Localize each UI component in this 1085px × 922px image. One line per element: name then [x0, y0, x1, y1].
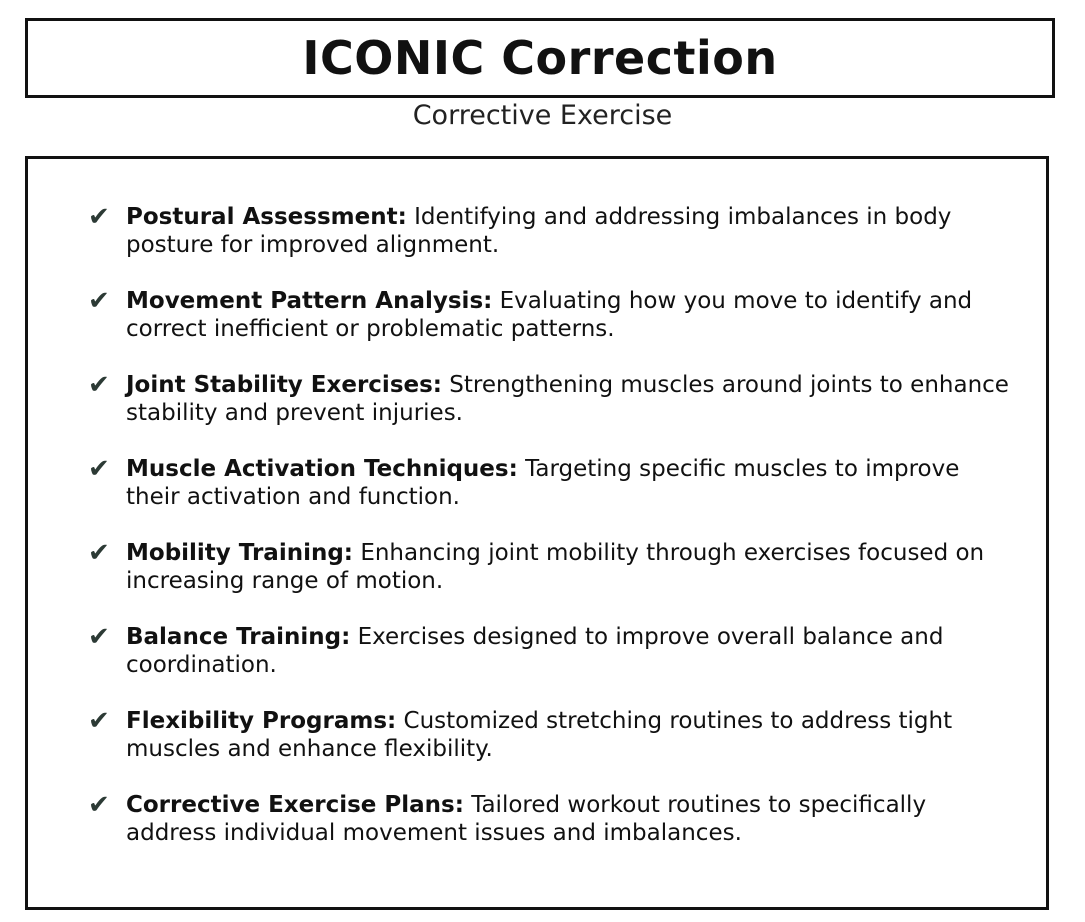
item-label: Postural Assessment: — [126, 204, 407, 230]
item-text — [126, 707, 1013, 763]
title-box — [25, 18, 1055, 98]
item-label: Movement Pattern Analysis: — [126, 288, 493, 314]
check-icon: ✔ — [88, 706, 110, 736]
page-title: ICONIC Correction — [302, 31, 778, 85]
item-description: Targeting specific muscles to improve their activation and function. — [126, 456, 960, 510]
item-text — [126, 287, 1013, 343]
check-icon: ✔ — [88, 790, 110, 820]
list-item — [88, 791, 1013, 847]
item-text — [126, 203, 1013, 259]
item-text — [126, 623, 1013, 679]
list-item — [88, 371, 1013, 427]
item-label: Joint Stability Exercises: — [126, 372, 442, 398]
item-description: Identifying and addressing imbalances in body posture for improved alignment. — [126, 204, 952, 258]
item-description: Strengthening muscles around joints to enhance stability and prevent injuries. — [126, 372, 1009, 426]
item-text — [126, 371, 1013, 427]
check-icon: ✔ — [88, 622, 110, 652]
page-subtitle: Corrective Exercise — [412, 100, 673, 131]
check-icon: ✔ — [88, 202, 110, 232]
item-description: Enhancing joint mobility through exercises focused on increasing range of motion. — [126, 540, 985, 594]
list-item — [88, 707, 1013, 763]
list-item — [88, 539, 1013, 595]
check-icon: ✔ — [88, 454, 110, 484]
item-description: Evaluating how you move to identify and correct inefficient or problematic patterns. — [126, 288, 973, 342]
check-icon: ✔ — [88, 538, 110, 568]
services-panel — [25, 156, 1049, 910]
item-label: Muscle Activation Techniques: — [126, 456, 518, 482]
item-label: Flexibility Programs: — [126, 708, 397, 734]
list-item — [88, 623, 1013, 679]
item-label: Mobility Training: — [126, 540, 354, 566]
list-item — [88, 455, 1013, 511]
item-text — [126, 791, 1013, 847]
item-description: Exercises designed to improve overall balance and coordination. — [126, 624, 944, 678]
services-list — [88, 203, 1013, 875]
item-description: Tailored workout routines to specifically address individual movement issues and imbalances. — [126, 792, 927, 846]
check-icon: ✔ — [88, 286, 110, 316]
list-item — [88, 287, 1013, 343]
check-icon: ✔ — [88, 370, 110, 400]
item-text — [126, 539, 1013, 595]
list-item — [88, 203, 1013, 259]
item-label: Corrective Exercise Plans: — [126, 792, 464, 818]
item-label: Balance Training: — [126, 624, 351, 650]
item-description: Customized stretching routines to address tight muscles and enhance flexibility. — [126, 708, 953, 762]
item-text — [126, 455, 1013, 511]
